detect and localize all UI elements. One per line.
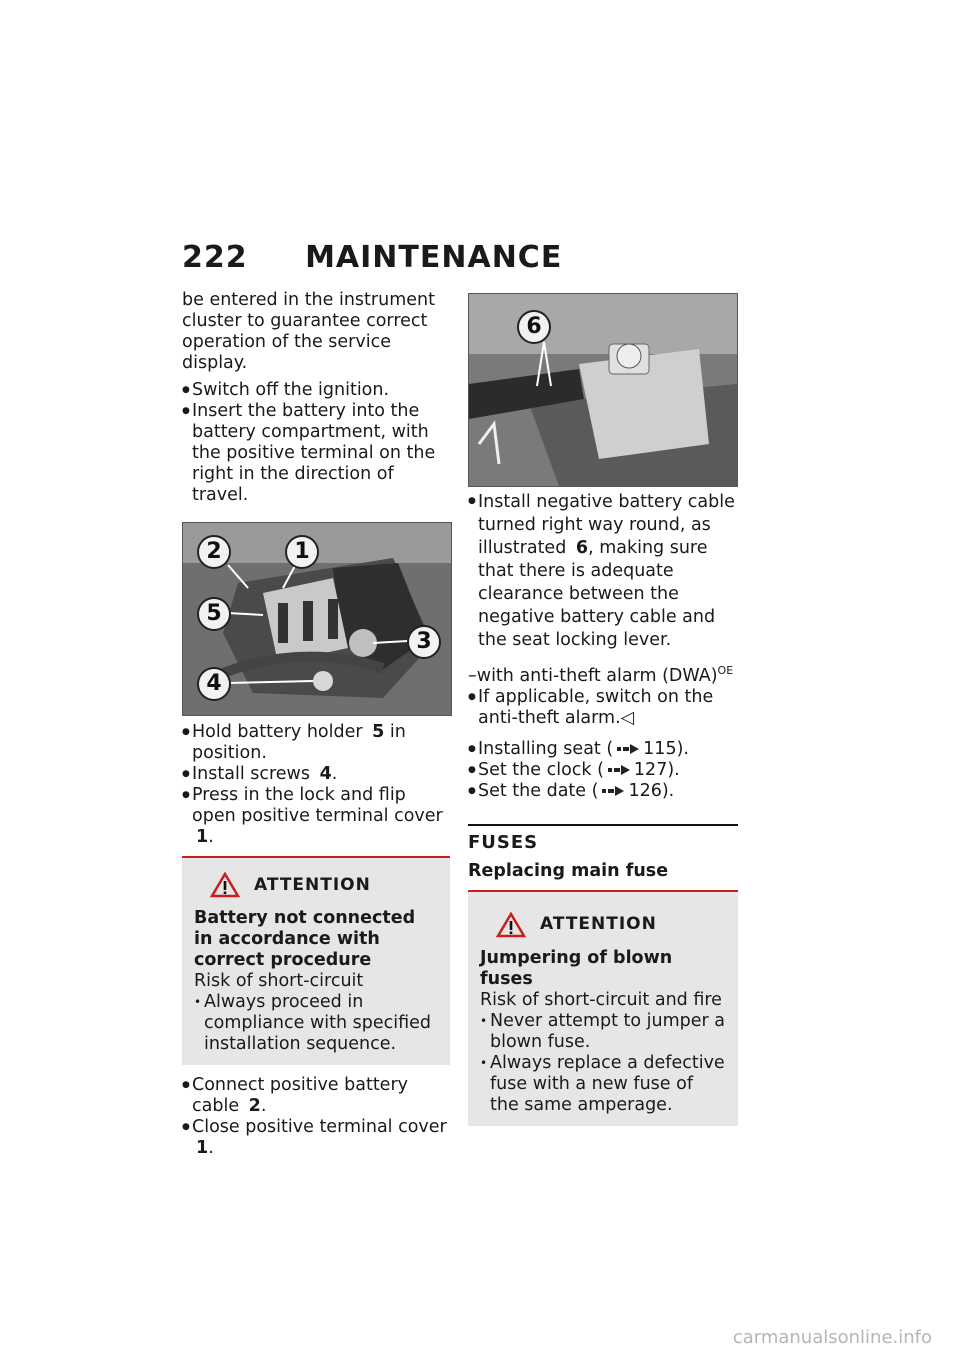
page-ref-arrow-icon (608, 765, 630, 775)
list-item: ● Switch off the ignition. (182, 380, 450, 401)
right-column (468, 293, 738, 1126)
attention-risk: Risk of short-circuit and fire (480, 989, 722, 1010)
list-item: ● Hold battery holder 5 in position. (182, 722, 450, 764)
negative-terminal-figure (468, 293, 738, 487)
list-item: ● Close positive terminal cover 1. (182, 1117, 450, 1159)
callout-5: 5 (197, 597, 231, 631)
attention-box (468, 892, 738, 1126)
watermark: carmanualsonline.info (732, 1327, 932, 1348)
page-ref-arrow-icon (602, 786, 624, 796)
left-column (182, 290, 450, 1159)
list-item: ● Set the date ( 126). (468, 781, 738, 802)
attention-risk: Risk of short-circuit (194, 971, 364, 991)
warning-triangle-icon (496, 912, 526, 938)
steps-list-2 (182, 722, 450, 848)
steps-list-1 (182, 380, 450, 506)
terminal-illustration (469, 294, 737, 486)
list-item: • Always proceed in compliance with specified installation sequence. (194, 992, 438, 1055)
attention-subject: Battery not connected in accordance with correct procedure (194, 908, 416, 970)
callout-2: 2 (197, 535, 231, 569)
subsection-title: Replacing main fuse (468, 860, 669, 881)
callout-3: 3 (407, 625, 441, 659)
attention-list (194, 992, 438, 1055)
callout-4: 4 (197, 667, 231, 701)
list-item: • Never attempt to jumper a blown fuse. (480, 1011, 726, 1053)
steps-list-3 (182, 1075, 450, 1159)
callout-1: 1 (285, 535, 319, 569)
attention-subject: Jumpering of blown fuses (480, 947, 673, 989)
list-item: ● Insert the battery into the battery compartment, with the positive terminal on the right in the direction of travel. (182, 401, 450, 506)
dwa-list (468, 687, 738, 729)
attention-title: ATTENTION (254, 874, 371, 895)
page-number: 222 (182, 240, 248, 275)
steps-list-4 (468, 491, 738, 652)
list-item: ● If applicable, switch on the anti-theft alarm.◁ (468, 687, 738, 729)
page-title: MAINTENANCE (305, 240, 563, 275)
list-item: ● Install negative battery cable turned right way round, as illustrated 6, making sure that there is adequate clearance between the negative battery cable and the seat locking lever. (468, 491, 738, 652)
warning-triangle-icon (210, 872, 240, 898)
attention-box (182, 856, 450, 1065)
page-header (182, 240, 562, 275)
attention-title: ATTENTION (540, 914, 657, 935)
list-item: ● Install screws 4. (182, 764, 450, 785)
list-item: ● Set the clock ( 127). (468, 760, 738, 781)
list-item: ● Connect positive battery cable 2. (182, 1075, 450, 1117)
callout-6: 6 (517, 310, 551, 344)
attention-list (480, 1011, 726, 1116)
dwa-condition: –with anti-theft alarm (DWA)$^{OE}$ (468, 664, 734, 686)
reference-list (468, 739, 738, 802)
list-item: ● Press in the lock and flip open positive terminal cover 1. (182, 785, 450, 848)
section-divider (468, 824, 738, 826)
intro-paragraph: be entered in the instrument cluster to guarantee correct operation of the service display. (182, 290, 435, 373)
list-item: • Always replace a defective fuse with a new fuse of the same amperage. (480, 1053, 726, 1116)
list-item: ● Installing seat ( 115). (468, 739, 738, 760)
page-ref-arrow-icon (617, 744, 639, 754)
section-title: FUSES (468, 831, 539, 853)
battery-compartment-figure (182, 522, 452, 716)
